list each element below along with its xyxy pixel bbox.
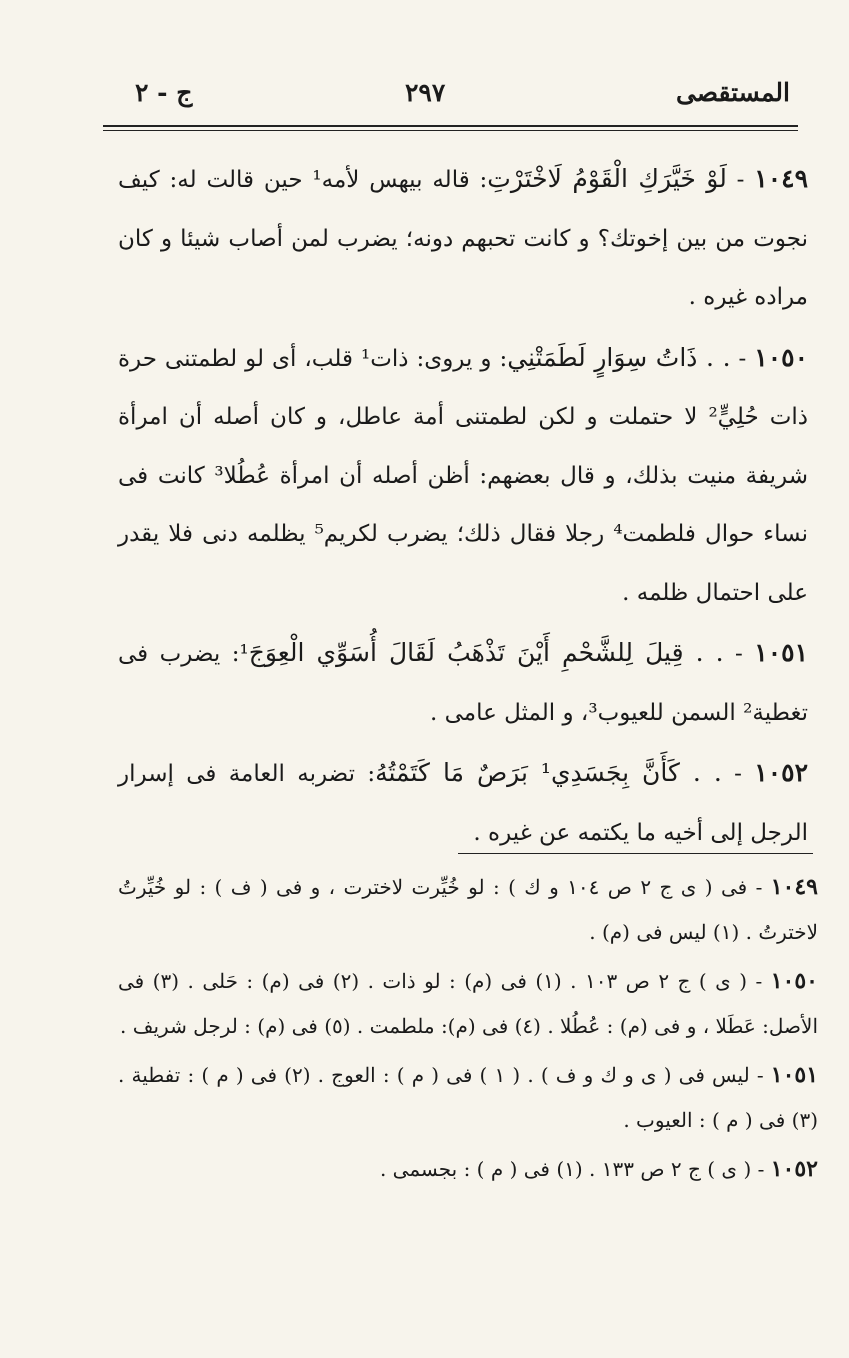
page-number: ٢٩٧ xyxy=(405,78,446,107)
footnote-number: ١٠٥١ xyxy=(770,1062,819,1088)
book-title: المستقصى xyxy=(675,78,790,107)
footnote-text: ( ى ) ج ٢ ص ١٣٣ . (١) فى ( م ) : بجسمى . xyxy=(379,1157,752,1181)
header-rule-thin xyxy=(103,130,798,131)
footnote-number: ١٠٤٩ xyxy=(770,874,818,900)
footnote-rule xyxy=(458,853,813,854)
footnote-number: ١٠٥٠ xyxy=(770,968,818,994)
proverb-text: لَوْ خَيَّرَكِ الْقَوْمُ لَاخْتَرْتِ xyxy=(487,164,727,193)
proverb-entry: ١٠٤٩ - لَوْ خَيَّرَكِ الْقَوْمُ لَاخْتَرْتِ: قاله بيهس لأمه¹ حين قالت له: كيف نجوت من بين إخوتك؟ و كانت تحبهم دونه؛ يضرب لمن أصاب شيئا و كان مراده غيره . xyxy=(118,164,808,310)
entry-body: ¹: يضرب فى تغطية² السمن للعيوب³، و المثل عامى . xyxy=(118,641,808,726)
entry-body: : قاله بيهس لأمه¹ حين قالت له: كيف نجوت من بين إخوتك؟ و كانت تحبهم دونه؛ يضرب لمن أصاب شيئا و كان مراده غيره . xyxy=(118,167,808,310)
footnote-text: ليس فى ( ى و ك و ف ) . ( ١ ) فى ( م ) : العوج . (٢) فى ( م ) : تفطية . (٣) فى ( م ) : العيوب . xyxy=(118,1063,818,1132)
entry-body: : و يروى: ذات¹ قلب، أى لو لطمتنى حرة ذات حُلِيٍّ² لا حتملت و لكن لطمتنى أمة عاطل، و كان أصله أن امرأة شريفة منيت بذلك، و قال بعضهم: أظن أصله أن امرأة عُطُلا³ كانت فى نساء حوال فلطمت⁴ رجلا فقال ذلك؛ يضرب لكريم⁵ يظلمه دنى فلا يقدر على احتمال ظلمه . xyxy=(118,345,808,606)
running-head xyxy=(105,78,795,118)
proverb-entry: ١٠٥١ - . . قِيلَ لِلشَّحْمِ أَيْنَ تَذْهَبُ لَقَالَ أُسَوِّي الْعِوَجَ¹: يضرب فى تغطية² السمن للعيوب³، و المثل عامى . xyxy=(118,638,808,726)
proverb-entry: ١٠٥٠ - . . ذَاتُ سِوَارٍ لَطَمَتْنِي: و يروى: ذات¹ قلب، أى لو لطمتنى حرة ذات حُلِيٍّ² لا حتملت و لكن لطمتنى أمة عاطل، و كان أصله أن امرأة شريفة منيت بذلك، و قال بعضهم: أظن أصله أن امرأة عُطُلا³ كانت فى نساء حوال فلطمت⁴ رجلا فقال ذلك؛ يضرب لكريم⁵ يظلمه دنى فلا يقدر على احتمال ظلمه . xyxy=(118,342,808,606)
footnote: ١٠٥٢ - ( ى ) ج ٢ ص ١٣٣ . (١) فى ( م ) : بجسمى . xyxy=(379,1156,818,1182)
proverb-text: . . ذَاتُ سِوَارٍ لَطَمَتْنِي xyxy=(507,342,731,372)
entry-number: ١٠٥٢ xyxy=(754,758,808,787)
entry-body: : تضربه العامة فى إسرار الرجل إلى أخيه ما يكتمه عن غيره . xyxy=(118,761,808,846)
footnote-text: فى ( ى ج ٢ ص ١٠٤ و ك ) : لو خُيِّرت لاخترت ، و فى ( ف ) : لو خُيِّرتُ لاخترتُ . (١) ليس فى (م) . xyxy=(118,875,818,944)
entry-number: ١٠٤٩ xyxy=(754,164,808,193)
proverb-entry: ١٠٥٢ - . . كَأَنَّ بِجَسَدِي¹ بَرَصٌ مَا كَتَمْتُهُ: تضربه العامة فى إسرار الرجل إلى أخيه ما يكتمه عن غيره . xyxy=(118,758,808,846)
footnote: ١٠٥١ - ليس فى ( ى و ك و ف ) . ( ١ ) فى ( م ) : العوج . (٢) فى ( م ) : تفطية . (٣) فى ( م ) : العيوب . xyxy=(118,1062,819,1132)
proverb-text: . . قِيلَ لِلشَّحْمِ أَيْنَ تَذْهَبُ لَقَالَ أُسَوِّي الْعِوَجَ xyxy=(248,638,724,667)
volume-label: ج - ٢ xyxy=(135,78,193,107)
footnote-text: ( ى ) ج ٢ ص ١٠٣ . (١) فى (م) : لو ذات . (٢) فى (م) : حَلى . (٣) فى الأصل: عَطَلا ، و فى (م) : عُطُلا . (٤) فى (م): ملطمت . (٥) فى (م) : لرجل شريف . xyxy=(118,969,818,1038)
footnote: ١٠٤٩ - فى ( ى ج ٢ ص ١٠٤ و ك ) : لو خُيِّرت لاخترت ، و فى ( ف ) : لو خُيِّرتُ لاخترتُ . (١) ليس فى (م) . xyxy=(118,874,818,944)
proverb-entries xyxy=(118,150,808,864)
entry-number: ١٠٥٠ xyxy=(754,342,808,372)
footnotes xyxy=(118,865,818,1196)
footnote: ١٠٥٠ - ( ى ) ج ٢ ص ١٠٣ . (١) فى (م) : لو ذات . (٢) فى (م) : حَلى . (٣) فى الأصل: عَطَلا ، و فى (م) : عُطُلا . (٤) فى (م): ملطمت . (٥) فى (م) : لرجل شريف . xyxy=(118,968,818,1038)
header-rule xyxy=(103,125,798,127)
footnote-number: ١٠٥٢ xyxy=(770,1156,818,1182)
entry-number: ١٠٥١ xyxy=(754,638,808,667)
proverb-text: . . كَأَنَّ بِجَسَدِي¹ بَرَصٌ مَا كَتَمْتُهُ xyxy=(375,758,722,787)
